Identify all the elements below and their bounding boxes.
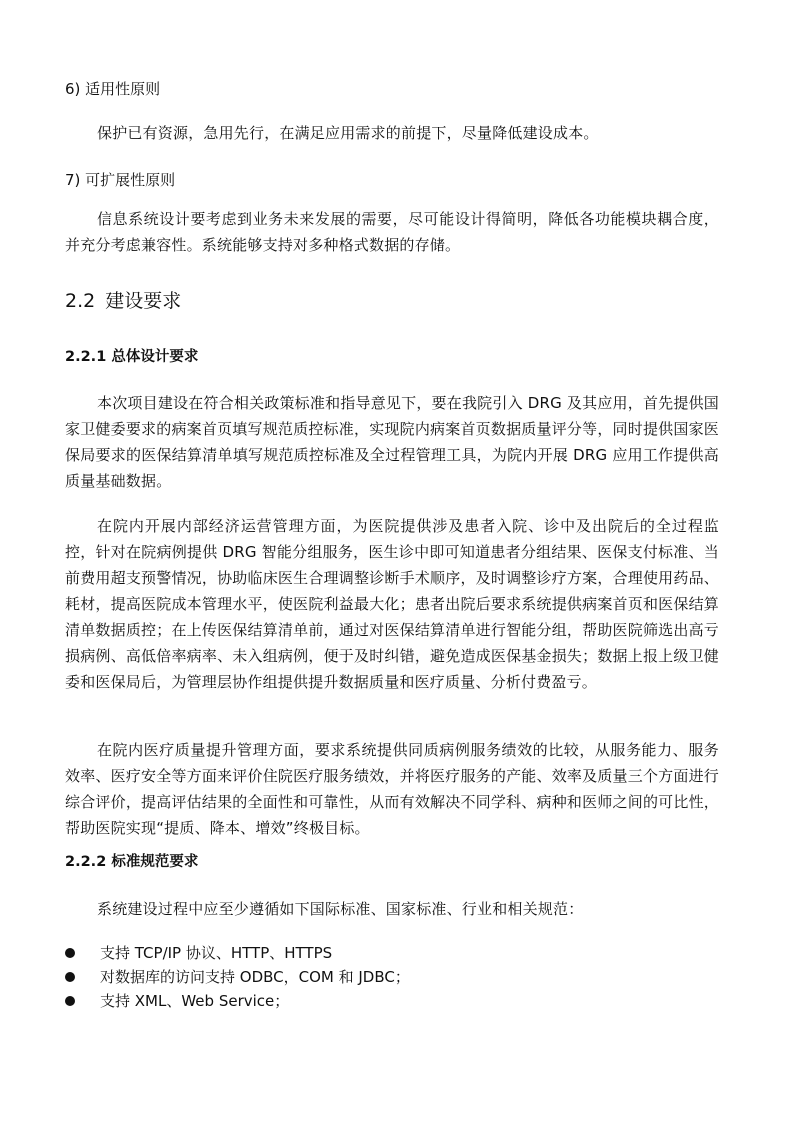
section-number: 2.2	[65, 290, 96, 312]
bullet-icon	[65, 972, 75, 982]
section-title: 建设要求	[105, 290, 182, 312]
list-item: 对数据库的访问支持 ODBC，COM 和 JDBC；	[65, 965, 719, 989]
list-item: 支持 TCP/IP 协议、HTTP、HTTPS	[65, 941, 719, 965]
overall-design-paragraph-3: 在院内医疗质量提升管理方面，要求系统提供同质病例服务绩效的比较，从服务能力、服务效率、医疗安全等方面来评价住院医疗服务绩效，并将医疗服务的产能、效率及质量三个方面进行综合评价，提高评估结果的全面性和可靠性，从而有效解决不同学科、病种和医师之间的可比性，帮助医院实现“提质、降本、增效”终极目标。	[65, 741, 719, 837]
overall-design-paragraph-1: 本次项目建设在符合相关政策标准和指导意见下，要在我院引入 DRG 及其应用，首先提供国家卫健委要求的病案首页填写规范质控标准，实现院内病案首页数据质量评分等，同时提供国家医保局要求的医保结算清单填写规范质控标准及全过程管理工具，为院内开展 DRG 应用工作提供高质量基础数据。	[65, 394, 719, 490]
standards-intro: 系统建设过程中应至少遵循如下国际标准、国家标准、行业和相关规范：	[97, 900, 584, 918]
section-2-2-heading	[65, 289, 719, 313]
standards-list	[65, 941, 719, 1013]
principle-6-body: 保护已有资源，急用先行，在满足应用需求的前提下，尽量降低建设成本。	[97, 124, 599, 142]
bullet-icon	[65, 996, 75, 1006]
subsection-2-2-1-heading: 2.2.1 总体设计要求	[65, 349, 199, 365]
bullet-icon	[65, 948, 75, 958]
subsection-2-2-2-heading: 2.2.2 标准规范要求	[65, 854, 199, 870]
overall-design-paragraph-2: 在院内开展内部经济运营管理方面，为医院提供涉及患者入院、诊中及出院后的全过程监控，针对在院病例提供 DRG 智能分组服务，医生诊中即可知道患者分组结果、医保支付标准、当前费用超支预警情况，协助临床医生合理调整诊断手术顺序，及时调整诊疗方案，合理使用药品、耗材，提高医院成本管理水平，使医院利益最大化；患者出院后要求系统提供病案首页和医保结算清单数据质控；在上传医保结算清单前，通过对医保结算清单进行智能分组，帮助医院筛选出高亏损病例、高低倍率病率、未入组病例，便于及时纠错，避免造成医保基金损失；数据上报上级卫健委和医保局后，为管理层协作组提供提升数据质量和医疗质量、分析付费盈亏。	[65, 517, 719, 691]
principle-6-heading: 6) 适用性原则	[65, 80, 161, 98]
principle-7-heading: 7) 可扩展性原则	[65, 171, 176, 189]
list-item: 支持 XML、Web Service；	[65, 989, 719, 1013]
principle-7-body: 信息系统设计要考虑到业务未来发展的需要，尽可能设计得简明，降低各功能模块耦合度，并充分考虑兼容性。系统能够支持对多种格式数据的存储。	[65, 210, 719, 254]
